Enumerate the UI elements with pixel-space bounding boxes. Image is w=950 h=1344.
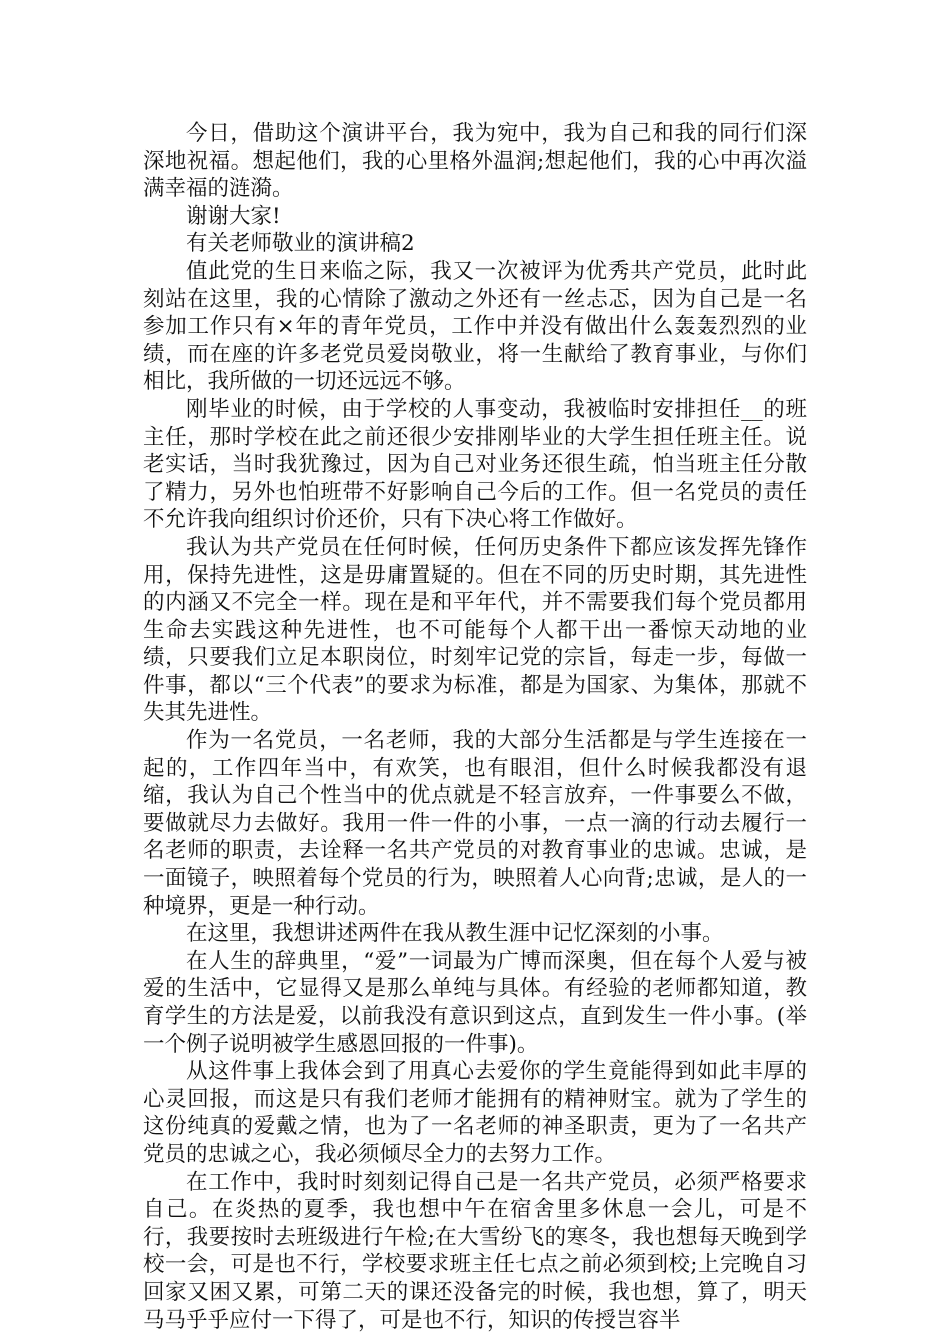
paragraph: 从这件事上我体会到了用真心去爱你的学生竟能得到如此丰厚的心灵回报，而这是只有我们老师才能拥有的精神财宝。就为了学生的这份纯真的爱戴之情，也为了一名老师的神圣职责，更为了一名共产党员的忠诚之心，我必须倾尽全力的去努力工作。 <box>143 1059 807 1167</box>
paragraph: 刚毕业的时候，由于学校的人事变动，我被临时安排担任__的班主任，那时学校在此之前还很少安排刚毕业的大学生担任班主任。说老实话，当时我犹豫过，因为自己对业务还很生疏，怕当班主任分散了精力，另外也怕班带不好影响自己今后的工作。但一名党员的责任不允许我向组织讨价还价，只有下决心将工作做好。 <box>143 396 807 533</box>
paragraph: 谢谢大家! <box>186 203 281 229</box>
section-heading: 有关老师敬业的演讲稿2 <box>186 231 415 257</box>
paragraph: 在这里，我想讲述两件在我从教生涯中记忆深刻的小事。 <box>186 921 724 947</box>
paragraph: 在工作中，我时时刻刻记得自己是一名共产党员，必须严格要求自己。在炎热的夏季，我也想中午在宿舍里多休息一会儿，可是不行，我要按时去班级进行午检;在大雪纷飞的寒冬，我也想每天晚到学校一会，可是也不行，学校要求班主任七点之前必须到校;上完晚自习回家又困又累，可第二天的课还没备完的时候，我也想，算了，明天马马乎乎应付一下得了，可是也不行，知识的传授岂容半 <box>143 1169 807 1333</box>
document-body <box>143 120 807 1334</box>
paragraph: 在人生的辞典里，“爱”一词最为广博而深奥，但在每个人爱与被爱的生活中，它显得又是那么单纯与具体。有经验的老师都知道，教育学生的方法是爱，以前我没有意识到这点，直到发生一件小事。(举一个例子说明被学生感恩回报的一件事)。 <box>143 948 807 1057</box>
paragraph: 我认为共产党员在任何时候，任何历史条件下都应该发挥先锋作用，保持先进性，这是毋庸置疑的。但在不同的历史时期，其先进性的内涵又不完全一样。现在是和平年代，并不需要我们每个党员都用生命去实践这种先进性，也不可能每个人都干出一番惊天动地的业绩，只要我们立足本职岗位，时刻牢记党的宗旨，每走一步，每做一件事，都以“三个代表”的要求为标准，都是为国家、为集体，那就不失其先进性。 <box>143 534 807 726</box>
paragraph: 今日，借助这个演讲平台，我为宛中，我为自己和我的同行们深深地祝福。想起他们，我的心里格外温润;想起他们，我的心中再次溢满幸福的涟漪。 <box>143 121 807 202</box>
paragraph: 值此党的生日来临之际，我又一次被评为优秀共产党员，此时此刻站在这里，我的心情除了激动之外还有一丝忐忑，因为自己是一名参加工作只有×年的青年党员，工作中并没有做出什么轰轰烈烈的业绩，而在座的许多老党员爱岗敬业，将一生献给了教育事业，与你们相比，我所做的一切还远远不够。 <box>143 258 807 395</box>
paragraph: 作为一名党员，一名老师，我的大部分生活都是与学生连接在一起的，工作四年当中，有欢笑，也有眼泪，但什么时候我都没有退缩，我认为自己个性当中的优点就是不轻言放弃，一件事要么不做，要做就尽力去做好。我用一件一件的小事，一点一滴的行动去履行一名老师的职责，去诠释一名共产党员的对教育事业的忠诚。忠诚，是一面镜子，映照着每个党员的行为，映照着人心向背;忠诚，是人的一种境界，更是一种行动。 <box>143 728 807 919</box>
